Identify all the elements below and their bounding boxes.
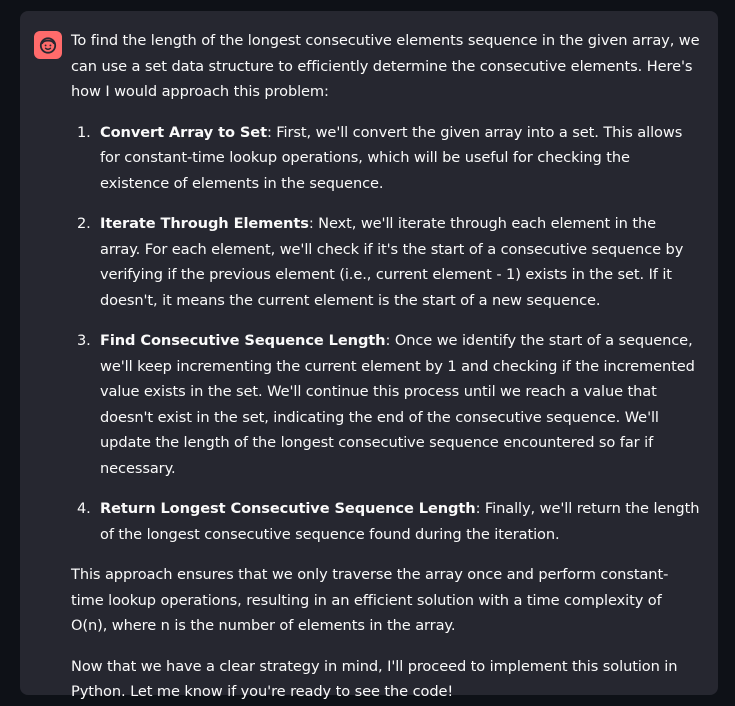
list-item-number: 3. — [77, 332, 91, 349]
list-item-number: 2. — [77, 215, 91, 232]
steps-list — [71, 120, 700, 548]
list-item-number: 1. — [77, 123, 91, 141]
list-item — [77, 496, 700, 547]
list-item-title: Convert Array to Set — [100, 123, 267, 141]
list-item-number: 4. — [77, 500, 91, 517]
list-item-title: Return Longest Consecutive Sequence Length — [100, 500, 476, 517]
list-item-text: : First, we'll convert the given array into a set. This allows for constant-time lookup operations, which will be useful for checking the existence of elements in the sequence. — [100, 123, 683, 192]
list-item-text: : Next, we'll iterate through each element in the array. For each element, we'll check if it's the start of a consecutive sequence by verifying if the previous element (i.e., current element - 1) exists in the set. If it doesn't, it means the current element is the start of a new sequence. — [100, 215, 684, 309]
assistant-message — [20, 11, 718, 700]
list-item-title: Find Consecutive Sequence Length — [100, 332, 386, 349]
approach-paragraph: This approach ensures that we only traverse the array once and perform constant-time lookup operations, resulting in an efficient solution with a time complexity of O(n), where n is the number of elements in the array. — [71, 566, 669, 634]
list-item-text: : Once we identify the start of a sequence, we'll keep incrementing the current element by 1 and checking if the incremented value exists in the set. We'll continue this process until we reach a value that doesn't exist in the set, indicating the end of the consecutive sequence. We'll update the length of the longest consecutive sequence encountered so far if necessary. — [100, 332, 695, 477]
list-item — [77, 120, 700, 197]
assistant-avatar — [34, 31, 62, 59]
list-item-title: Iterate Through Elements — [100, 215, 309, 232]
next-step-paragraph: Now that we have a clear strategy in mind, I'll proceed to implement this solution in Python. Let me know if you're ready to see the code! — [71, 657, 678, 700]
list-item — [77, 211, 700, 313]
list-item — [77, 328, 700, 481]
list-item-text: : Finally, we'll return the length of the longest consecutive sequence found during the iteration. — [100, 500, 700, 543]
message-content — [71, 28, 700, 700]
intro-paragraph: To find the length of the longest consecutive elements sequence in the given array, we can use a set data structure to efficiently determine the consecutive elements. Here's how I would approach this problem: — [71, 32, 700, 100]
assistant-face-icon — [38, 35, 58, 55]
